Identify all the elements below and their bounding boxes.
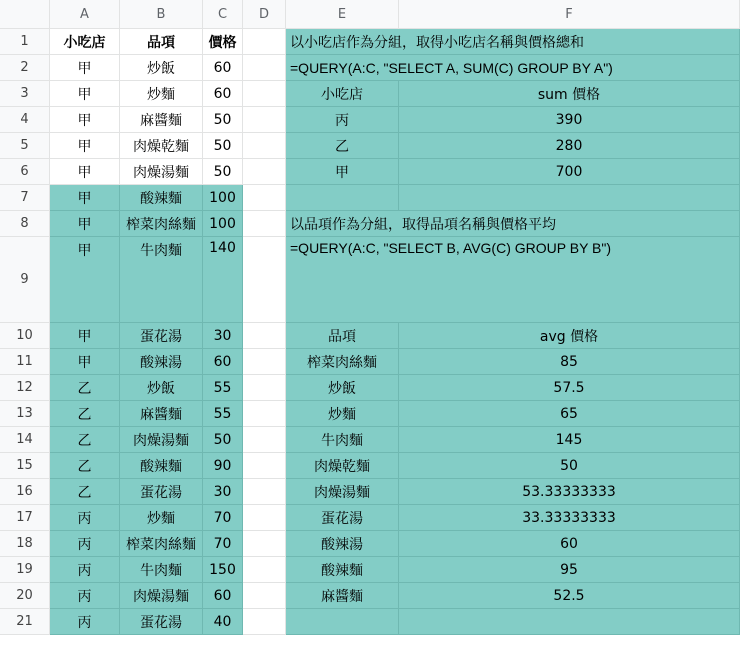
cell-f[interactable]: 95: [399, 557, 740, 583]
cell-c[interactable]: 100: [203, 185, 243, 211]
cell-a[interactable]: 甲: [50, 81, 120, 107]
cell-c[interactable]: 50: [203, 133, 243, 159]
sheet-row: [0, 427, 740, 453]
cell-b[interactable]: 蛋花湯: [120, 479, 203, 505]
cell-c[interactable]: 價格: [203, 29, 243, 55]
sheet-row: [0, 453, 740, 479]
column-header-c[interactable]: C: [203, 0, 243, 29]
cell-b[interactable]: 榨菜肉絲麵: [120, 531, 203, 557]
cell-d[interactable]: [243, 237, 286, 323]
cell-a[interactable]: 乙: [50, 401, 120, 427]
cell-c[interactable]: 60: [203, 583, 243, 609]
cell-d[interactable]: [243, 323, 286, 349]
cell-f[interactable]: [399, 609, 740, 635]
sheet-row: [0, 185, 740, 211]
cell-f[interactable]: sum 價格: [399, 81, 740, 107]
cell-d[interactable]: [243, 583, 286, 609]
row-number[interactable]: 20: [0, 583, 50, 609]
cell-e[interactable]: 麻醬麵: [286, 583, 399, 609]
formula-cell[interactable]: =QUERY(A:C, "SELECT B, AVG(C) GROUP BY B"): [286, 237, 740, 323]
sheet-row: [0, 583, 740, 609]
cell-c[interactable]: 55: [203, 401, 243, 427]
cell-d[interactable]: [243, 211, 286, 237]
row-number[interactable]: 21: [0, 609, 50, 635]
note-cell[interactable]: 以品項作為分組，取得品項名稱與價格平均: [286, 211, 740, 237]
cell-c[interactable]: 100: [203, 211, 243, 237]
row-number[interactable]: 13: [0, 401, 50, 427]
row-number[interactable]: 11: [0, 349, 50, 375]
cell-a[interactable]: 甲: [50, 107, 120, 133]
cell-a[interactable]: 甲: [50, 323, 120, 349]
cell-e[interactable]: 乙: [286, 133, 399, 159]
cell-a[interactable]: 丙: [50, 531, 120, 557]
cell-a[interactable]: 甲: [50, 159, 120, 185]
cell-d[interactable]: [243, 557, 286, 583]
cell-f[interactable]: 57.5: [399, 375, 740, 401]
cell-e[interactable]: 小吃店: [286, 81, 399, 107]
cell-f[interactable]: 50: [399, 453, 740, 479]
sheet-row: [0, 479, 740, 505]
cell-a[interactable]: 甲: [50, 185, 120, 211]
cell-f[interactable]: 390: [399, 107, 740, 133]
cell-d[interactable]: [243, 185, 286, 211]
cell-e[interactable]: 炒麵: [286, 401, 399, 427]
cell-e[interactable]: 榨菜肉絲麵: [286, 349, 399, 375]
column-header-a[interactable]: A: [50, 0, 120, 29]
sheet-row: [0, 609, 740, 635]
cell-b[interactable]: 牛肉麵: [120, 557, 203, 583]
sheet-row: [0, 81, 740, 107]
cell-b[interactable]: 麻醬麵: [120, 401, 203, 427]
cell-c[interactable]: 60: [203, 81, 243, 107]
cell-c[interactable]: 55: [203, 375, 243, 401]
sheet-row: [0, 531, 740, 557]
cell-d[interactable]: [243, 29, 286, 55]
row-number[interactable]: 16: [0, 479, 50, 505]
cell-b[interactable]: 牛肉麵: [120, 237, 203, 323]
cell-c[interactable]: 150: [203, 557, 243, 583]
cell-e[interactable]: [286, 185, 399, 211]
cell-e[interactable]: 品項: [286, 323, 399, 349]
cell-b[interactable]: 蛋花湯: [120, 609, 203, 635]
cell-b[interactable]: 肉燥湯麵: [120, 583, 203, 609]
cell-e[interactable]: 酸辣麵: [286, 557, 399, 583]
cell-f[interactable]: 52.5: [399, 583, 740, 609]
row-number[interactable]: 7: [0, 185, 50, 211]
cell-d[interactable]: [243, 375, 286, 401]
cell-a[interactable]: 甲: [50, 237, 120, 323]
row-number[interactable]: 9: [0, 237, 50, 323]
cell-b[interactable]: 炒麵: [120, 81, 203, 107]
cell-a[interactable]: 丙: [50, 583, 120, 609]
cell-a[interactable]: 小吃店: [50, 29, 120, 55]
cell-e[interactable]: 丙: [286, 107, 399, 133]
cell-b[interactable]: 炒飯: [120, 55, 203, 81]
sheet-row: [0, 237, 740, 323]
column-header-b[interactable]: B: [120, 0, 203, 29]
row-number[interactable]: 12: [0, 375, 50, 401]
row-number[interactable]: 8: [0, 211, 50, 237]
cell-a[interactable]: 乙: [50, 479, 120, 505]
cell-a[interactable]: 甲: [50, 211, 120, 237]
cell-e[interactable]: 甲: [286, 159, 399, 185]
cell-b[interactable]: 肉燥乾麵: [120, 133, 203, 159]
sheet-row: [0, 349, 740, 375]
cell-d[interactable]: [243, 479, 286, 505]
cell-b[interactable]: 蛋花湯: [120, 323, 203, 349]
cell-c[interactable]: 140: [203, 237, 243, 323]
sheet-row: [0, 159, 740, 185]
cell-b[interactable]: 麻醬麵: [120, 107, 203, 133]
cell-f[interactable]: 145: [399, 427, 740, 453]
cell-c[interactable]: 70: [203, 531, 243, 557]
cell-d[interactable]: [243, 81, 286, 107]
cell-c[interactable]: 60: [203, 349, 243, 375]
row-number[interactable]: 19: [0, 557, 50, 583]
cell-f[interactable]: avg 價格: [399, 323, 740, 349]
row-number[interactable]: 10: [0, 323, 50, 349]
cell-d[interactable]: [243, 107, 286, 133]
cell-c[interactable]: 70: [203, 505, 243, 531]
cell-c[interactable]: 30: [203, 479, 243, 505]
row-number[interactable]: 18: [0, 531, 50, 557]
cell-f[interactable]: 53.33333333: [399, 479, 740, 505]
note-cell[interactable]: 以小吃店作為分組，取得小吃店名稱與價格總和: [286, 29, 740, 55]
sheet-row: [0, 323, 740, 349]
cell-f[interactable]: 85: [399, 349, 740, 375]
cell-e[interactable]: [286, 609, 399, 635]
formula-cell[interactable]: =QUERY(A:C, "SELECT A, SUM(C) GROUP BY A"): [286, 55, 740, 81]
cell-d[interactable]: [243, 531, 286, 557]
cell-b[interactable]: 品項: [120, 29, 203, 55]
cell-e[interactable]: 肉燥乾麵: [286, 453, 399, 479]
cell-c[interactable]: 30: [203, 323, 243, 349]
sheet-row: [0, 401, 740, 427]
row-number[interactable]: 1: [0, 29, 50, 55]
cell-d[interactable]: [243, 427, 286, 453]
cell-a[interactable]: 乙: [50, 375, 120, 401]
cell-b[interactable]: 酸辣湯: [120, 349, 203, 375]
cell-e[interactable]: 牛肉麵: [286, 427, 399, 453]
sheet-row: [0, 211, 740, 237]
cell-b[interactable]: 肉燥湯麵: [120, 427, 203, 453]
column-header-f[interactable]: F: [399, 0, 740, 29]
cell-b[interactable]: 肉燥湯麵: [120, 159, 203, 185]
row-number[interactable]: 17: [0, 505, 50, 531]
cell-a[interactable]: 丙: [50, 505, 120, 531]
cell-c[interactable]: 40: [203, 609, 243, 635]
cell-c[interactable]: 50: [203, 159, 243, 185]
sheet-row: [0, 505, 740, 531]
cell-e[interactable]: 肉燥湯麵: [286, 479, 399, 505]
cell-f[interactable]: 65: [399, 401, 740, 427]
column-header-row: [0, 0, 740, 29]
sheet-row: [0, 557, 740, 583]
row-number[interactable]: 4: [0, 107, 50, 133]
cell-d[interactable]: [243, 401, 286, 427]
cell-e[interactable]: 蛋花湯: [286, 505, 399, 531]
sheet-row: [0, 133, 740, 159]
row-number[interactable]: 14: [0, 427, 50, 453]
cell-c[interactable]: 60: [203, 55, 243, 81]
row-number[interactable]: 3: [0, 81, 50, 107]
sheet-row: [0, 55, 740, 81]
cell-f[interactable]: 60: [399, 531, 740, 557]
cell-a[interactable]: 乙: [50, 427, 120, 453]
select-all-corner[interactable]: [0, 0, 50, 29]
sheet-row: [0, 375, 740, 401]
cell-d[interactable]: [243, 453, 286, 479]
cell-e[interactable]: 炒飯: [286, 375, 399, 401]
cell-a[interactable]: 乙: [50, 453, 120, 479]
row-number[interactable]: 2: [0, 55, 50, 81]
cell-b[interactable]: 酸辣麵: [120, 185, 203, 211]
cell-b[interactable]: 酸辣麵: [120, 453, 203, 479]
cell-a[interactable]: 甲: [50, 55, 120, 81]
sheet-row: [0, 107, 740, 133]
cell-a[interactable]: 甲: [50, 349, 120, 375]
row-number[interactable]: 6: [0, 159, 50, 185]
cell-f[interactable]: [399, 185, 740, 211]
cell-d[interactable]: [243, 133, 286, 159]
cell-c[interactable]: 50: [203, 107, 243, 133]
cell-a[interactable]: 丙: [50, 609, 120, 635]
row-number[interactable]: 5: [0, 133, 50, 159]
cell-b[interactable]: 榨菜肉絲麵: [120, 211, 203, 237]
cell-f[interactable]: 700: [399, 159, 740, 185]
cell-d[interactable]: [243, 609, 286, 635]
cell-c[interactable]: 50: [203, 427, 243, 453]
column-header-d[interactable]: D: [243, 0, 286, 29]
cell-f[interactable]: 280: [399, 133, 740, 159]
cell-d[interactable]: [243, 159, 286, 185]
cell-d[interactable]: [243, 505, 286, 531]
cell-e[interactable]: 酸辣湯: [286, 531, 399, 557]
cell-c[interactable]: 90: [203, 453, 243, 479]
cell-f[interactable]: 33.33333333: [399, 505, 740, 531]
sheet-row: [0, 29, 740, 55]
cell-d[interactable]: [243, 349, 286, 375]
cell-d[interactable]: [243, 55, 286, 81]
column-header-e[interactable]: E: [286, 0, 399, 29]
cell-a[interactable]: 甲: [50, 133, 120, 159]
cell-b[interactable]: 炒飯: [120, 375, 203, 401]
cell-a[interactable]: 丙: [50, 557, 120, 583]
row-number[interactable]: 15: [0, 453, 50, 479]
cell-b[interactable]: 炒麵: [120, 505, 203, 531]
